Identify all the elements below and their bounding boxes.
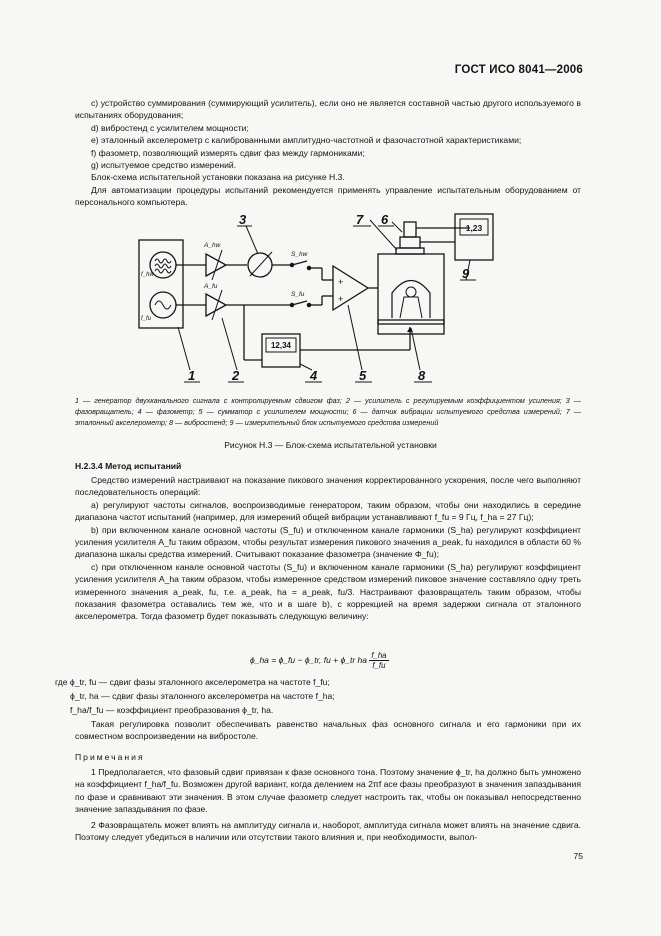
list-item: g) испытуемое средство измерений. bbox=[91, 160, 237, 171]
list-item: f) фазометр, позволяющий измерять сдвиг фаз между гармониками; bbox=[91, 147, 365, 158]
section-title: Н.2.3.4 Метод испытаний bbox=[75, 461, 182, 471]
callout-1: 1 bbox=[188, 368, 196, 383]
label-a-hw: A_hw bbox=[204, 242, 221, 249]
document-id-header: ГОСТ ИСО 8041—2006 bbox=[454, 64, 583, 76]
callout-8: 8 bbox=[418, 368, 426, 383]
paragraph: Такая регулировка позволит обеспечивать равенство начальных фаз основного сигнала и его гармоники при их совместном воспроизведении на вибростоле. bbox=[75, 719, 581, 742]
list-item: с) устройство суммирования (суммирующий усилитель), если оно не является составной частью другого используемого в испытаниях оборудования; bbox=[75, 98, 581, 121]
vibration-exciter bbox=[378, 254, 444, 324]
callout-6: 6 bbox=[381, 212, 389, 227]
note-2: 2 Фазовращатель может влиять на амплитуду сигнала и, наоборот, амплитуда сигнала может влиять на значение сдвига. Поэтому следует убедиться в наличии или отсутствии такого влияния и, при необходимости, выпол- bbox=[75, 819, 581, 843]
block-diagram bbox=[0, 0, 661, 400]
measuring-unit bbox=[455, 214, 493, 260]
adjust-text bbox=[75, 718, 581, 743]
list-item: е) эталонный акселерометр с калиброванными амплитудно-частотной и фазочастотной характеристиками; bbox=[91, 135, 522, 146]
callout-9: 9 bbox=[462, 266, 470, 281]
label-f-fu: f_fu bbox=[141, 316, 152, 322]
formula-denominator: f_fu bbox=[372, 661, 386, 670]
callout-2: 2 bbox=[232, 368, 240, 383]
callout-7: 7 bbox=[356, 212, 364, 227]
figure-legend: 1 — генератор двухканального сигнала с контролируемым сдвигом фаз; 2 — усилитель с регулируемым коэффициентом усиления; 3 — фазовращатель; 4 — фазометр; 5 — сумматор с усилителем мощности; 6 — датчик вибрации испытуемого средства измерений; 7 — эталонный акселерометр; 8 — вибростенд; 9 — измерительный блок испытуемого средства измерений bbox=[75, 396, 581, 427]
label-a-fu: A_fu bbox=[204, 283, 218, 290]
phase-formula bbox=[250, 651, 389, 670]
reference-accelerometer bbox=[400, 237, 420, 248]
notes-heading: Примечания bbox=[75, 752, 145, 762]
generator-block bbox=[139, 240, 183, 328]
note-1: 1 Предполагается, что фазовый сдвиг привязан к фазе основного тона. Поэтому значение ϕ_tr, ha должно быть умножено на коэффициент f_ha/f_fu. Возможен другой вариант, когда делением на 2πf асе фазы преобразуют в значения запаздывания по фазе и сравнивают эти значения. В этом случае фазометр следует настроить так, чтобы он показывал непосредственно значение запаздывания по фазе. bbox=[75, 767, 581, 815]
where-line-2: ϕ_tr, ha — сдвиг фазы эталонного акселерометра на частоте f_ha; bbox=[70, 691, 335, 701]
formula-numerator: f_ha bbox=[371, 651, 387, 660]
formula-left: ϕ_ha = ϕ_fu − ϕ_tr, fu + ϕ_tr ha bbox=[250, 654, 367, 665]
notes-text bbox=[75, 766, 581, 843]
paragraph: Средство измерений настраивают на показание пикового значения корректированного ускорения, после чего выполняют последовательность операций: bbox=[75, 475, 581, 498]
paragraph-c: c) при отключенном канале основной частоты (S_fu) и включенном канале гармоники (S_ha) регулируют коэффициент усиления усилителя A_ha таким образом, чтобы измеренное средством измерений пиковое значение составляло одну треть измеренного значения a_peak, fu, т.е. a_peak, ha = a_peak, fu/3. Настраивают фазовращатель таким образом, чтобы показания фазометра оставались тем же, что и в шаге b), с коррекцией на время задержки сигнала от эталонного акселерометра. Тогда фазометр будет показывать следующую величину: bbox=[75, 561, 581, 622]
paragraph-b: b) при включенном канале основной частоты (S_fu) и отключенном канале гармоники (S_ha) регулируют коэффициент усиления усилителя A_fu таким образом, чтобы результат измерения пикового значения a_peak, fu находился в области 60 % диапазона шкалы средства измерений. Считывают показание фазометра (значение Φ_fu); bbox=[75, 524, 581, 560]
paragraph-a: a) регулируют частоты сигналов, воспроизводимые генератором, таким образом, чтобы они находились в середине диапазона частот испытаний (например, для измерений общей вибрации устанавливают f_fu = 9 Гц, f_ha = 27 Гц); bbox=[75, 499, 581, 523]
sum-plus-2: + bbox=[338, 294, 344, 304]
label-s-hw: S_hw bbox=[291, 251, 308, 258]
page-number: 75 bbox=[573, 851, 583, 861]
scheme-sentence: Блок-схема испытательной установки показана на рисунке Н.3. bbox=[91, 172, 345, 183]
phasemeter-block bbox=[262, 334, 300, 367]
callout-3: 3 bbox=[239, 212, 247, 227]
formula-fraction bbox=[369, 651, 388, 670]
sum-plus-1: + bbox=[338, 277, 344, 287]
label-s-fu: S_fu bbox=[291, 291, 305, 298]
callout-4: 4 bbox=[310, 368, 318, 383]
indicator-reading: 1,23 bbox=[465, 223, 483, 233]
automation-paragraph: Для автоматизации процедуры испытаний рекомендуется применять управление испытательным оборудованием от персонального компьютера. bbox=[75, 184, 581, 208]
list-item: d) вибростенд с усилителем мощности; bbox=[91, 122, 249, 133]
where-line-1: где ϕ_tr, fu — сдвиг фазы эталонного акселерометра на частоте f_fu; bbox=[55, 677, 330, 687]
callout-5: 5 bbox=[359, 368, 367, 383]
phasemeter-reading: 12,34 bbox=[270, 341, 292, 350]
where-line-3: f_ha/f_fu — коэффициент преобразования ϕ_tr, ha. bbox=[70, 705, 274, 715]
amplifier-fu bbox=[206, 294, 226, 316]
amplifier-hw bbox=[206, 254, 226, 276]
label-f-hw: f_hw bbox=[141, 272, 154, 278]
method-text bbox=[75, 474, 581, 623]
figure-title: Рисунок Н.3 — Блок-схема испытательной установки bbox=[224, 440, 437, 450]
dut-sensor bbox=[404, 222, 416, 237]
